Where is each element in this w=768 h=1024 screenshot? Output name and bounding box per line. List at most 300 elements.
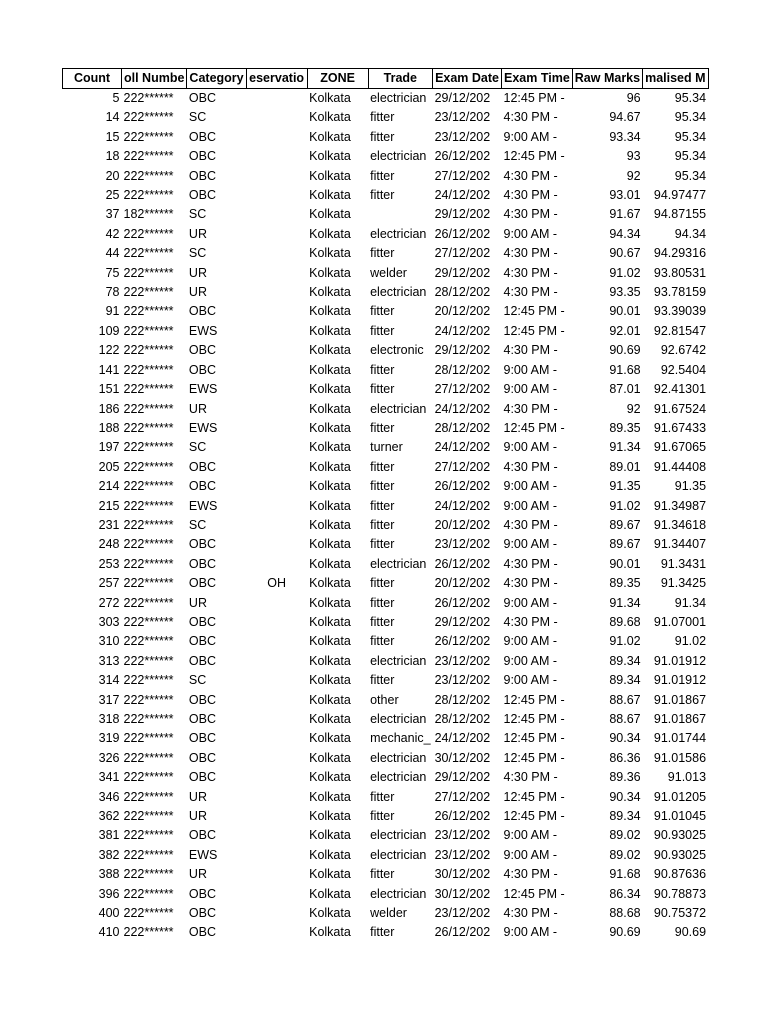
cell-trade: fitter bbox=[370, 479, 395, 494]
cell-exam-time: 12:45 PM - bbox=[503, 750, 565, 765]
cell-zone: Kolkata bbox=[309, 634, 351, 649]
cell-trade: electrician bbox=[370, 750, 427, 765]
cell-reservation bbox=[246, 691, 307, 710]
table-row bbox=[63, 885, 709, 904]
cell-trade: electrician bbox=[370, 770, 427, 785]
cell-trade: fitter bbox=[370, 614, 395, 629]
cell-zone: Kolkata bbox=[309, 149, 351, 164]
cell-exam-date: 20/12/202 bbox=[434, 304, 491, 319]
cell-count: 382 bbox=[98, 847, 120, 862]
cell-exam-date: 29/12/202 bbox=[434, 265, 491, 280]
cell-zone: Kolkata bbox=[309, 614, 351, 629]
cell-exam-time: 4:30 PM - bbox=[503, 556, 558, 571]
cell-exam-date: 23/12/202 bbox=[434, 673, 491, 688]
cell-count: 75 bbox=[105, 265, 120, 280]
cell-exam-date: 24/12/202 bbox=[434, 188, 491, 203]
cell-trade: fitter bbox=[370, 129, 395, 144]
cell-reservation bbox=[246, 904, 307, 923]
cell-normalised-marks: 93.78159 bbox=[653, 285, 707, 300]
cell-reservation bbox=[246, 400, 307, 419]
cell-category: EWS bbox=[188, 323, 218, 338]
cell-raw-marks: 89.36 bbox=[609, 770, 641, 785]
cell-category: UR bbox=[188, 789, 207, 804]
table-row bbox=[63, 710, 709, 729]
cell-raw-marks: 93 bbox=[626, 149, 641, 164]
header-row bbox=[63, 69, 709, 89]
cell-roll-number: 222****** bbox=[123, 420, 174, 435]
header-reservation: eservatio bbox=[246, 69, 307, 89]
table-row bbox=[63, 419, 709, 438]
cell-count: 317 bbox=[98, 692, 120, 707]
cell-exam-date: 20/12/202 bbox=[434, 517, 491, 532]
cell-trade: electrician bbox=[370, 91, 427, 105]
cell-roll-number: 222****** bbox=[123, 110, 174, 125]
cell-category: SC bbox=[188, 207, 207, 222]
cell-reservation bbox=[246, 768, 307, 787]
cell-raw-marks: 90.01 bbox=[609, 304, 641, 319]
cell-exam-date: 29/12/202 bbox=[434, 343, 491, 358]
cell-trade: welder bbox=[370, 265, 407, 280]
table-row bbox=[63, 535, 709, 554]
cell-raw-marks: 96 bbox=[626, 91, 641, 105]
cell-roll-number: 222****** bbox=[123, 362, 174, 377]
cell-trade: electrician bbox=[370, 712, 427, 726]
cell-reservation bbox=[246, 749, 307, 768]
cell-zone: Kolkata bbox=[309, 828, 351, 843]
cell-exam-date: 29/12/202 bbox=[434, 770, 491, 785]
cell-normalised-marks: 91.34407 bbox=[653, 537, 707, 552]
cell-category: OBC bbox=[188, 304, 217, 319]
table-row bbox=[63, 225, 709, 244]
cell-exam-time: 12:45 PM - bbox=[503, 692, 565, 707]
cell-count: 109 bbox=[98, 323, 120, 338]
cell-exam-date: 30/12/202 bbox=[434, 867, 491, 882]
cell-exam-date: 23/12/202 bbox=[434, 906, 491, 921]
cell-roll-number: 222****** bbox=[123, 226, 174, 241]
cell-exam-time: 9:00 AM - bbox=[503, 382, 557, 397]
cell-roll-number: 222****** bbox=[123, 323, 174, 338]
cell-exam-date: 29/12/202 bbox=[434, 207, 491, 222]
cell-reservation bbox=[246, 361, 307, 380]
cell-reservation bbox=[246, 147, 307, 166]
cell-exam-date: 28/12/202 bbox=[434, 712, 491, 726]
cell-reservation bbox=[246, 205, 307, 224]
cell-reservation bbox=[246, 555, 307, 574]
cell-roll-number: 222****** bbox=[123, 537, 174, 552]
cell-category: OBC bbox=[188, 614, 217, 629]
cell-roll-number: 222****** bbox=[123, 634, 174, 649]
cell-count: 42 bbox=[105, 226, 120, 241]
cell-normalised-marks: 91.34618 bbox=[653, 517, 707, 532]
cell-count: 122 bbox=[98, 343, 120, 358]
cell-count: 91 bbox=[105, 304, 120, 319]
table-row bbox=[63, 477, 709, 496]
cell-trade: fitter bbox=[370, 188, 395, 203]
cell-exam-date: 30/12/202 bbox=[434, 750, 491, 765]
cell-raw-marks: 90.34 bbox=[609, 789, 641, 804]
cell-category: OBC bbox=[188, 653, 217, 668]
table-row bbox=[63, 322, 709, 341]
cell-raw-marks: 89.35 bbox=[609, 420, 641, 435]
cell-category: EWS bbox=[188, 382, 218, 397]
cell-count: 400 bbox=[98, 906, 120, 921]
cell-exam-date: 26/12/202 bbox=[434, 634, 491, 649]
cell-zone: Kolkata bbox=[309, 110, 351, 125]
cell-zone: Kolkata bbox=[309, 91, 351, 105]
cell-reservation bbox=[246, 516, 307, 535]
cell-exam-date: 23/12/202 bbox=[434, 847, 491, 862]
cell-reservation bbox=[246, 788, 307, 807]
cell-exam-date: 24/12/202 bbox=[434, 401, 491, 416]
cell-count: 186 bbox=[98, 401, 120, 416]
cell-trade: electrician bbox=[370, 226, 427, 241]
cell-raw-marks: 90.67 bbox=[609, 246, 641, 261]
cell-exam-date: 23/12/202 bbox=[434, 129, 491, 144]
cell-category: OBC bbox=[188, 731, 217, 746]
cell-exam-time: 4:30 PM - bbox=[503, 770, 558, 785]
cell-zone: Kolkata bbox=[309, 692, 351, 707]
cell-trade: electrician bbox=[370, 828, 427, 843]
cell-exam-date: 27/12/202 bbox=[434, 246, 491, 261]
table-row bbox=[63, 458, 709, 477]
cell-exam-time: 9:00 AM - bbox=[503, 925, 557, 940]
cell-trade: fitter bbox=[370, 382, 395, 397]
cell-count: 346 bbox=[98, 789, 120, 804]
cell-zone: Kolkata bbox=[309, 731, 351, 746]
cell-zone: Kolkata bbox=[309, 207, 351, 222]
spreadsheet bbox=[62, 68, 709, 943]
cell-zone: Kolkata bbox=[309, 595, 351, 610]
cell-category: SC bbox=[188, 673, 207, 688]
cell-count: 318 bbox=[98, 712, 120, 726]
cell-raw-marks: 93.01 bbox=[609, 188, 641, 203]
cell-exam-date: 24/12/202 bbox=[434, 440, 491, 455]
cell-trade: mechanic_ bbox=[370, 731, 431, 746]
cell-category: UR bbox=[188, 285, 207, 300]
header-trade: Trade bbox=[368, 69, 432, 89]
cell-exam-time: 9:00 AM - bbox=[503, 362, 557, 377]
cell-normalised-marks: 90.93025 bbox=[653, 847, 707, 862]
cell-trade: electrician bbox=[370, 847, 427, 862]
cell-roll-number: 222****** bbox=[123, 770, 174, 785]
cell-reservation bbox=[246, 632, 307, 651]
cell-reservation bbox=[246, 167, 307, 186]
cell-trade: electrician bbox=[370, 653, 427, 668]
cell-trade: welder bbox=[370, 906, 407, 921]
cell-trade: fitter bbox=[370, 537, 395, 552]
cell-exam-date: 24/12/202 bbox=[434, 731, 491, 746]
cell-count: 388 bbox=[98, 867, 120, 882]
cell-reservation bbox=[246, 807, 307, 826]
cell-roll-number: 182****** bbox=[123, 207, 174, 222]
cell-exam-date: 27/12/202 bbox=[434, 789, 491, 804]
cell-exam-time: 4:30 PM - bbox=[503, 614, 558, 629]
cell-exam-date: 27/12/202 bbox=[434, 168, 491, 183]
cell-category: OBC bbox=[188, 576, 217, 591]
cell-reservation bbox=[246, 322, 307, 341]
cell-normalised-marks: 95.34 bbox=[674, 110, 707, 125]
cell-zone: Kolkata bbox=[309, 168, 351, 183]
cell-category: UR bbox=[188, 595, 207, 610]
cell-trade: other bbox=[370, 692, 399, 707]
cell-normalised-marks: 91.01867 bbox=[653, 712, 707, 726]
cell-normalised-marks: 95.34 bbox=[674, 149, 707, 164]
cell-raw-marks: 88.68 bbox=[609, 906, 641, 921]
table-row bbox=[63, 516, 709, 535]
cell-category: OBC bbox=[188, 129, 217, 144]
cell-count: 188 bbox=[98, 420, 120, 435]
cell-category: OBC bbox=[188, 343, 217, 358]
cell-exam-time: 9:00 AM - bbox=[503, 498, 557, 513]
cell-exam-date: 24/12/202 bbox=[434, 498, 491, 513]
header-roll-number: oll Numbe bbox=[122, 69, 187, 89]
cell-raw-marks: 89.68 bbox=[609, 614, 641, 629]
cell-normalised-marks: 91.02 bbox=[674, 634, 707, 649]
cell-count: 15 bbox=[105, 129, 120, 144]
table-row bbox=[63, 613, 709, 632]
cell-exam-date: 28/12/202 bbox=[434, 420, 491, 435]
cell-zone: Kolkata bbox=[309, 906, 351, 921]
cell-raw-marks: 89.34 bbox=[609, 809, 641, 824]
cell-zone: Kolkata bbox=[309, 653, 351, 668]
cell-count: 248 bbox=[98, 537, 120, 552]
cell-zone: Kolkata bbox=[309, 847, 351, 862]
cell-trade: fitter bbox=[370, 304, 395, 319]
cell-exam-date: 23/12/202 bbox=[434, 537, 491, 552]
cell-raw-marks: 91.02 bbox=[609, 265, 641, 280]
table-row bbox=[63, 865, 709, 884]
cell-raw-marks: 89.01 bbox=[609, 459, 641, 474]
cell-reservation bbox=[246, 613, 307, 632]
cell-exam-date: 28/12/202 bbox=[434, 692, 491, 707]
cell-trade: fitter bbox=[370, 420, 395, 435]
cell-roll-number: 222****** bbox=[123, 517, 174, 532]
cell-reservation bbox=[246, 535, 307, 554]
cell-roll-number: 222****** bbox=[123, 867, 174, 882]
cell-trade: fitter bbox=[370, 110, 395, 125]
cell-raw-marks: 91.67 bbox=[609, 207, 641, 222]
cell-normalised-marks: 92.41301 bbox=[653, 382, 707, 397]
table-row bbox=[63, 283, 709, 302]
cell-reservation bbox=[246, 128, 307, 147]
cell-raw-marks: 88.67 bbox=[609, 692, 641, 707]
cell-roll-number: 222****** bbox=[123, 265, 174, 280]
table-row bbox=[63, 788, 709, 807]
table-row bbox=[63, 244, 709, 263]
table-row bbox=[63, 361, 709, 380]
cell-reservation bbox=[246, 419, 307, 438]
cell-reservation bbox=[246, 380, 307, 399]
cell-exam-date: 26/12/202 bbox=[434, 925, 491, 940]
cell-category: OBC bbox=[188, 556, 217, 571]
cell-reservation bbox=[246, 225, 307, 244]
cell-count: 37 bbox=[105, 207, 120, 222]
cell-count: 410 bbox=[98, 925, 120, 940]
cell-category: OBC bbox=[188, 886, 217, 901]
cell-reservation bbox=[246, 594, 307, 613]
cell-trade: electrician bbox=[370, 886, 427, 901]
cell-category: SC bbox=[188, 440, 207, 455]
cell-count: 5 bbox=[112, 91, 120, 105]
cell-raw-marks: 93.34 bbox=[609, 129, 641, 144]
cell-exam-time: 12:45 PM - bbox=[503, 809, 565, 824]
cell-raw-marks: 89.67 bbox=[609, 517, 641, 532]
cell-zone: Kolkata bbox=[309, 304, 351, 319]
cell-raw-marks: 90.69 bbox=[609, 925, 641, 940]
cell-trade: fitter bbox=[370, 789, 395, 804]
cell-zone: Kolkata bbox=[309, 362, 351, 377]
cell-exam-time: 9:00 AM - bbox=[503, 595, 557, 610]
cell-exam-date: 26/12/202 bbox=[434, 226, 491, 241]
cell-exam-time: 4:30 PM - bbox=[503, 343, 558, 358]
cell-exam-time: 12:45 PM - bbox=[503, 886, 565, 901]
cell-exam-date: 28/12/202 bbox=[434, 285, 491, 300]
cell-zone: Kolkata bbox=[309, 382, 351, 397]
cell-exam-time: 12:45 PM - bbox=[503, 712, 565, 726]
cell-zone: Kolkata bbox=[309, 479, 351, 494]
cell-reservation bbox=[246, 652, 307, 671]
cell-zone: Kolkata bbox=[309, 556, 351, 571]
cell-roll-number: 222****** bbox=[123, 692, 174, 707]
cell-trade: electronic bbox=[370, 343, 424, 358]
cell-exam-time: 9:00 AM - bbox=[503, 537, 557, 552]
cell-roll-number: 222****** bbox=[123, 401, 174, 416]
cell-exam-date: 20/12/202 bbox=[434, 576, 491, 591]
cell-category: OBC bbox=[188, 149, 217, 164]
cell-trade: electrician bbox=[370, 285, 427, 300]
cell-raw-marks: 91.02 bbox=[609, 634, 641, 649]
cell-category: OBC bbox=[188, 750, 217, 765]
cell-normalised-marks: 91.01912 bbox=[653, 653, 707, 668]
cell-raw-marks: 91.68 bbox=[609, 867, 641, 882]
cell-zone: Kolkata bbox=[309, 188, 351, 203]
cell-normalised-marks: 91.44408 bbox=[653, 459, 707, 474]
table-row bbox=[63, 652, 709, 671]
cell-zone: Kolkata bbox=[309, 285, 351, 300]
cell-reservation bbox=[246, 865, 307, 884]
cell-trade: fitter bbox=[370, 634, 395, 649]
cell-roll-number: 222****** bbox=[123, 498, 174, 513]
table-row bbox=[63, 186, 709, 205]
cell-zone: Kolkata bbox=[309, 770, 351, 785]
cell-normalised-marks: 90.87636 bbox=[653, 867, 707, 882]
cell-count: 253 bbox=[98, 556, 120, 571]
cell-roll-number: 222****** bbox=[123, 673, 174, 688]
cell-category: OBC bbox=[188, 91, 217, 105]
cell-normalised-marks: 95.34 bbox=[674, 91, 707, 105]
table-row bbox=[63, 400, 709, 419]
cell-count: 341 bbox=[98, 770, 120, 785]
cell-roll-number: 222****** bbox=[123, 731, 174, 746]
cell-normalised-marks: 91.07001 bbox=[653, 614, 707, 629]
cell-category: OBC bbox=[188, 828, 217, 843]
cell-reservation bbox=[246, 108, 307, 127]
cell-roll-number: 222****** bbox=[123, 188, 174, 203]
cell-reservation bbox=[246, 885, 307, 904]
cell-trade: electrician bbox=[370, 401, 427, 416]
cell-zone: Kolkata bbox=[309, 459, 351, 474]
cell-count: 319 bbox=[98, 731, 120, 746]
cell-normalised-marks: 91.67065 bbox=[653, 440, 707, 455]
cell-roll-number: 222****** bbox=[123, 304, 174, 319]
cell-normalised-marks: 93.39039 bbox=[653, 304, 707, 319]
cell-raw-marks: 92 bbox=[626, 168, 641, 183]
table-row bbox=[63, 108, 709, 127]
table-row bbox=[63, 807, 709, 826]
header-exam-time: Exam Time bbox=[502, 69, 573, 89]
cell-normalised-marks: 91.01586 bbox=[653, 750, 707, 765]
cell-count: 18 bbox=[105, 149, 120, 164]
cell-exam-time: 12:45 PM - bbox=[503, 323, 565, 338]
cell-exam-date: 23/12/202 bbox=[434, 110, 491, 125]
cell-category: OBC bbox=[188, 925, 217, 940]
cell-trade: turner bbox=[370, 440, 403, 455]
table-row bbox=[63, 89, 709, 109]
cell-category: SC bbox=[188, 517, 207, 532]
cell-raw-marks: 91.35 bbox=[609, 479, 641, 494]
cell-exam-time: 9:00 AM - bbox=[503, 226, 557, 241]
cell-exam-date: 23/12/202 bbox=[434, 653, 491, 668]
cell-normalised-marks: 95.34 bbox=[674, 129, 707, 144]
cell-category: UR bbox=[188, 401, 207, 416]
cell-exam-time: 4:30 PM - bbox=[503, 906, 558, 921]
cell-normalised-marks: 91.01867 bbox=[653, 692, 707, 707]
cell-exam-time: 4:30 PM - bbox=[503, 576, 558, 591]
cell-normalised-marks: 90.93025 bbox=[653, 828, 707, 843]
cell-reservation bbox=[246, 89, 307, 109]
cell-count: 362 bbox=[98, 809, 120, 824]
cell-trade: fitter bbox=[370, 517, 395, 532]
cell-normalised-marks: 95.34 bbox=[674, 168, 707, 183]
header-category: Category bbox=[187, 69, 246, 89]
cell-zone: Kolkata bbox=[309, 440, 351, 455]
cell-exam-time: 12:45 PM - bbox=[503, 91, 565, 105]
cell-zone: Kolkata bbox=[309, 246, 351, 261]
cell-exam-time: 9:00 AM - bbox=[503, 847, 557, 862]
cell-category: OBC bbox=[188, 692, 217, 707]
cell-roll-number: 222****** bbox=[123, 149, 174, 164]
cell-count: 231 bbox=[98, 517, 120, 532]
cell-count: 314 bbox=[98, 673, 120, 688]
cell-reservation bbox=[246, 477, 307, 496]
header-count: Count bbox=[63, 69, 122, 89]
cell-count: 141 bbox=[98, 362, 120, 377]
cell-exam-date: 26/12/202 bbox=[434, 149, 491, 164]
cell-roll-number: 222****** bbox=[123, 886, 174, 901]
cell-normalised-marks: 94.29316 bbox=[653, 246, 707, 261]
cell-reservation bbox=[246, 186, 307, 205]
cell-count: 381 bbox=[98, 828, 120, 843]
cell-zone: Kolkata bbox=[309, 886, 351, 901]
cell-category: SC bbox=[188, 110, 207, 125]
cell-normalised-marks: 91.013 bbox=[667, 770, 707, 785]
cell-roll-number: 222****** bbox=[123, 343, 174, 358]
cell-raw-marks: 94.34 bbox=[609, 226, 641, 241]
table-row bbox=[63, 904, 709, 923]
cell-reservation bbox=[246, 671, 307, 690]
cell-zone: Kolkata bbox=[309, 420, 351, 435]
cell-category: UR bbox=[188, 809, 207, 824]
cell-trade: fitter bbox=[370, 673, 395, 688]
cell-exam-time: 12:45 PM - bbox=[503, 149, 565, 164]
cell-trade: fitter bbox=[370, 168, 395, 183]
cell-count: 272 bbox=[98, 595, 120, 610]
cell-category: EWS bbox=[188, 847, 218, 862]
cell-exam-time: 12:45 PM - bbox=[503, 304, 565, 319]
cell-exam-time: 4:30 PM - bbox=[503, 207, 558, 222]
cell-reservation bbox=[246, 438, 307, 457]
cell-exam-time: 4:30 PM - bbox=[503, 246, 558, 261]
